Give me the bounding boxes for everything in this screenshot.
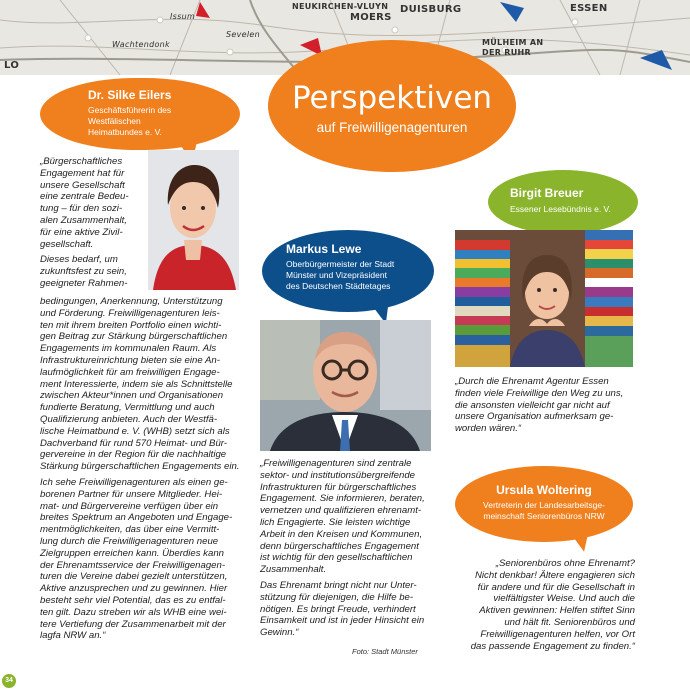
quote-eilers-body: bedingungen, Anerkennung, Unterstützung und Förderung. Freiwilligenagenturen leis- ten mit ihrem breiten Portfolio einen wichti- gen Beitrag zur Stärkung bürgerschaftlichen Engagements im kommunalen Raum. Als Infrastruktureinrichtung bieten sie eine An- laufmöglichkeit für am freiwilligen Engage- ment Interessierte, indem sie als Schnittstelle zwischen Akteur*innen und Organisationen fundierte Beratung, Vermittlung und auch Qualifizierung anbieten. Auch der Westfä- lische Heimatbund e. V. (WHB) setzt sich als Dachverband für rund 570 Heimat- und Bür- gervereine in der Region für die nachhaltige Stärkung bürgerschaftlichen Engagements ein. Ich sehe Freiwilligenagenturen als einen ge- borenen Partner für unsere Mitglieder. Hei- mat- und Bürgervereine verfügen über ein breites Spektrum an Angeboten und Engage- mentmöglichkeiten, das über eine Vermitt- lung durch die Freiwilligenagenturen neue Zielgruppen erreichen kann. Überdies kann der Ehrenamtsservice der Freiwilligenagen- turen die Vereine dabei gezielt unterstützen, Aktive anzusprechen und zu gewinnen. Hier besteht sehr viel Potential, das es zu entfal- ten gilt. Dazu streben wir als WHB eine wei- tere Vertiefung der Zusammenarbeit mit der lagfa NRW an.“ [40, 296, 240, 642]
headline-bubble [268, 40, 516, 172]
map-label-duisburg: DUISBURG [400, 4, 462, 15]
map-label-muelheim: MÜLHEIM AN DER RUHR [482, 38, 544, 57]
speaker-name-woltering: Ursula Woltering [496, 483, 592, 497]
speaker-name-lewe: Markus Lewe [286, 242, 362, 256]
map-label-issum: Issum [170, 12, 196, 21]
photo-credit-lewe: Foto: Stadt Münster [352, 647, 418, 656]
quote-lewe: „Freiwilligenagenturen sind zentrale sektor- und institutionsübergreifende Infrastrukturen für bürgerschaftliches Engagement. Sie informieren, beraten, vernetzen und qualifizieren ehrenamt- lich Engagierte. Sie leisten wichtige Arbeit in den Kreisen und Kommunen, denn bürgerschaftliches Engagement ist wichtig für den gesellschaftlichen Zusammenhalt. Das Ehrenamt bringt nicht nur Unter- stützung für diejenigen, die Hilfe be- nötigen. Es bringt Freude, verhindert Einsamkeit und ist in jeder Hinsicht ein Gewinn.“ [260, 458, 425, 639]
speaker-role-woltering: Vertreterin der Landesarbeitsge- meinschaft Seniorenbüros NRW [483, 500, 605, 521]
speaker-bubble-breuer [488, 170, 638, 234]
photo-breuer [455, 230, 633, 367]
speaker-bubble-lewe [262, 230, 434, 312]
speaker-role-eilers: Geschäftsführerin des Westfälischen Heimatbundes e. V. [88, 105, 172, 137]
quote-woltering: „Seniorenbüros ohne Ehrenamt? Nicht denkbar! Ältere engagieren sich für andere und für die Gesellschaft in vielfältigster Weise. Und auch die Aktiven gewinnen: Helfen stiftet Sinn und hält fit. Seniorenbüros und Freiwilligenagenturen helfen, vor Ort das passende Engagement zu finden.“ [470, 558, 635, 652]
speaker-role-lewe: Oberbürgermeister der Stadt Münster und Vizepräsident des Deutschen Städtetages [286, 259, 395, 291]
page-subtitle: auf Freiwilligenagenturen [316, 120, 468, 135]
speaker-name-eilers: Dr. Silke Eilers [88, 88, 172, 102]
speaker-bubble-woltering [455, 466, 633, 542]
map-label-lo: LO [4, 60, 20, 71]
map-label-neukirchen: NEUKIRCHEN-VLUYN [292, 2, 389, 11]
quote-eilers-intro: „Bürgerschaftliches Engagement hat für unsere Gesellschaft eine zentrale Bedeu- tung – für den sozi- alen Zusammenhalt, für eine aktive Zivil- gesellschaft. Dieses bedarf, um zukunftsfest zu sein, geeigneter Rahmen- [40, 156, 129, 289]
page-number: 34 [2, 674, 16, 688]
quote-breuer: „Durch die Ehrenamt Agentur Essen finden viele Freiwillige den Weg zu uns, die ansonsten vielleicht gar nicht auf unsere Organisation aufmerksam ge- worden wären.“ [455, 376, 624, 435]
speaker-bubble-eilers [40, 78, 240, 150]
speaker-name-breuer: Birgit Breuer [510, 186, 584, 200]
map-label-moers: MOERS [350, 12, 392, 23]
map-label-essen: ESSEN [570, 3, 608, 14]
page-title: Perspektiven [291, 80, 493, 116]
speaker-role-breuer: Essener Lesebündnis e. V. [510, 204, 611, 214]
map-label-sevelen: Sevelen [226, 30, 260, 39]
photo-lewe [260, 320, 431, 451]
photo-eilers [148, 150, 239, 290]
map-label-wachtendonk: Wachtendonk [112, 40, 170, 49]
